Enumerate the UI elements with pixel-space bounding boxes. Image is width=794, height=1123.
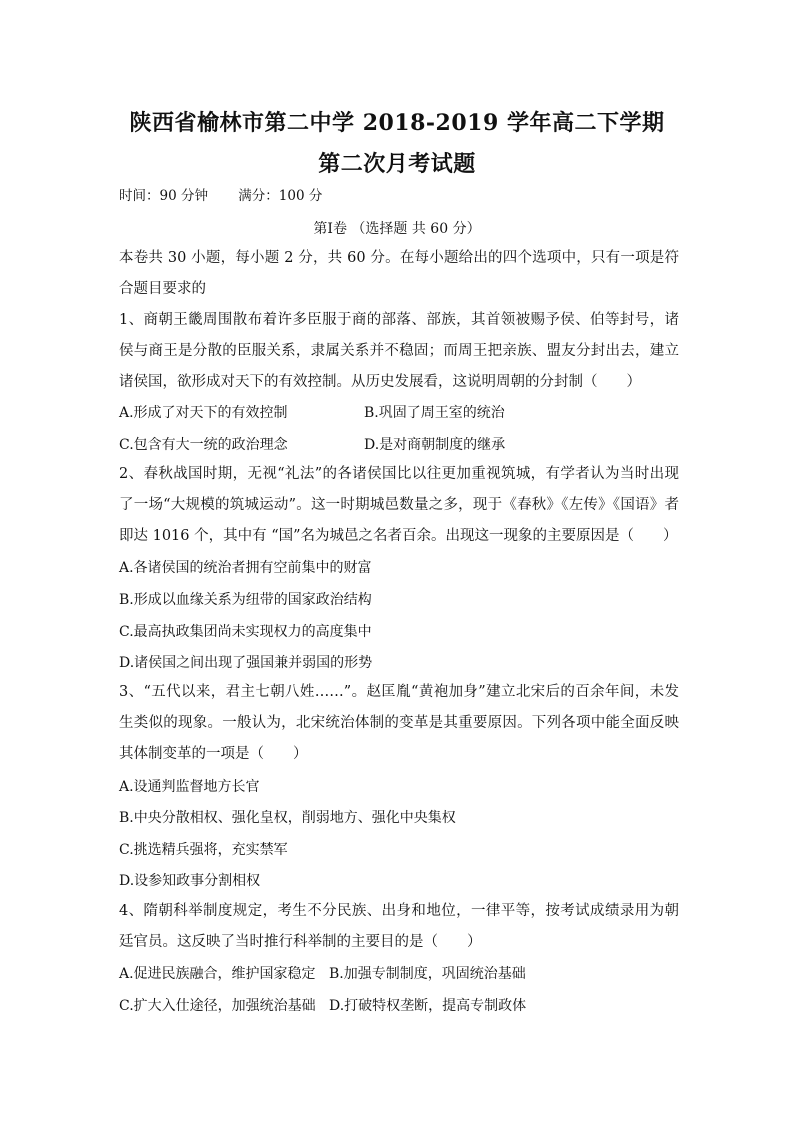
- exam-meta: [119, 186, 679, 206]
- question-4-option-d[interactable]: D.打破特权垄断，提高专制政体: [329, 998, 527, 1014]
- question-1-option-b[interactable]: B.巩固了周王室的统治: [364, 405, 505, 421]
- exam-title-line-2: 第二次月考试题: [318, 151, 476, 177]
- question-1-stem: 1、商朝王畿周围散布着许多臣服于商的部落、部族，其首领被赐予侯、伯等封号，诸侯与商王是分散的臣服关系，隶属关系并不稳固；而周王把亲族、盟友分封出去，建立诸侯国，欲形成对天下的有效控制。从历史发展看，这说明周朝的分封制（ ）: [119, 312, 679, 390]
- question-1-option-c[interactable]: C.包含有大一统的政治理念: [119, 437, 288, 453]
- question-4-option-c[interactable]: C.扩大入仕途径，加强统治基础: [119, 998, 316, 1014]
- question-2-option-b[interactable]: B.形成以血缘关系为纽带的国家政治结构: [119, 592, 372, 608]
- exam-time: 时间：90 分钟: [119, 188, 208, 204]
- question-1-option-a[interactable]: A.形成了对天下的有效控制: [119, 405, 288, 421]
- question-1-option-d[interactable]: D.是对商朝制度的继承: [364, 437, 506, 453]
- question-3-stem: 3、“五代以来，君主七朝八姓……”。赵匡胤“黄袍加身”建立北宋后的百余年间，未发生类似的现象。一般认为，北宋统治体制的变革是其重要原因。下列各项中能全面反映其体制变革的一项是（ ）: [119, 684, 679, 762]
- question-4-option-b[interactable]: B.加强专制制度，巩固统治基础: [329, 966, 526, 982]
- question-3-option-b[interactable]: B.中央分散相权、强化皇权，削弱地方、强化中央集权: [119, 810, 456, 826]
- question-4-option-a[interactable]: A.促进民族融合，维护国家稳定: [119, 966, 316, 982]
- section-instructions: 本卷共 30 小题，每小题 2 分，共 60 分。在每小题给出的四个选项中，只有一项是符合题目要求的: [119, 250, 679, 297]
- question-2-stem: 2、春秋战国时期，无视“礼法”的各诸侯国比以往更加重视筑城，有学者认为当时出现了一场“大规模的筑城运动”。这一时期城邑数量之多，现于《春秋》《左传》《国语》者即达 1016 个，其中有 “国”名为城邑之名者百余。出现这一现象的主要原因是（ ）: [119, 466, 679, 544]
- question-3-option-d[interactable]: D.设参知政事分割相权: [119, 873, 261, 889]
- exam-title-line-1: 陕西省榆林市第二中学 2018-2019 学年高二下学期: [129, 110, 665, 136]
- question-3-option-c[interactable]: C.挑选精兵强将，充实禁军: [119, 842, 288, 858]
- question-2-option-a[interactable]: A.各诸侯国的统治者拥有空前集中的财富: [119, 560, 372, 576]
- question-4-stem: 4、隋朝科举制度规定，考生不分民族、出身和地位，一律平等，按考试成绩录用为朝廷官员。这反映了当时推行科举制的主要目的是（ ）: [119, 903, 679, 950]
- question-2-option-d[interactable]: D.诸侯国之间出现了强国兼并弱国的形势: [119, 655, 373, 671]
- question-3-option-a[interactable]: A.设通判监督地方长官: [119, 779, 260, 795]
- exam-score: 满分：100 分: [238, 188, 323, 204]
- question-2-option-c[interactable]: C.最高执政集团尚未实现权力的高度集中: [119, 624, 372, 640]
- section-heading: 第Ⅰ卷 （选择题 共 60 分）: [313, 221, 481, 237]
